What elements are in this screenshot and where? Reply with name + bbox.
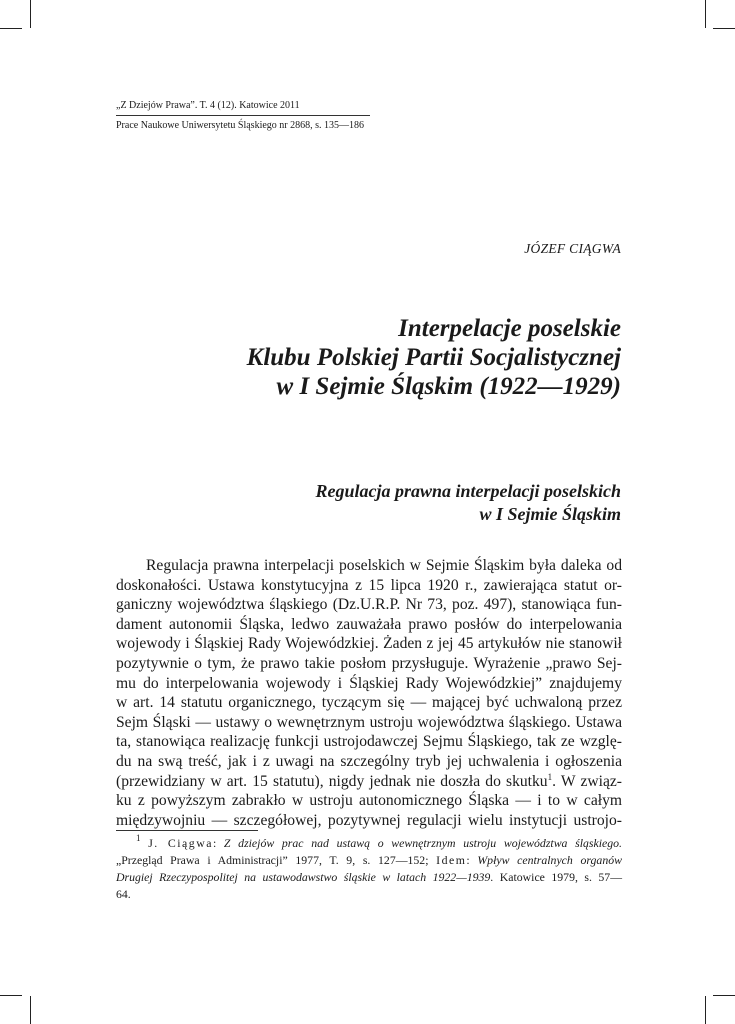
crop-mark — [0, 995, 22, 996]
text-line: ganiczny województwa śląskiego (Dz.U.R.P. Nr 73, poz. 497), stanowiąca fun- — [116, 596, 622, 614]
title-line: Klubu Polskiej Partii Socjalistycznej — [246, 344, 621, 371]
header-rule — [116, 115, 370, 116]
footnote-title: Drugiej Rzeczypospolitej na ustawodawstwo śląskie w latach 1922—1939 — [116, 870, 491, 884]
text-line: Regulacja prawna interpelacji poselskich w Sejmie Śląskim była daleka od — [146, 557, 622, 574]
crop-mark — [30, 996, 31, 1024]
footnote-line: 64. — [116, 887, 131, 901]
text-line: pozytywnie o tym, że prawo takie posłom przysługuje. Wyrażenie „prawo Sej- — [116, 654, 622, 672]
text-line: międzywojniu — szczegółowej, pozytywnej regulacji wielu instytucji ustrojo- — [116, 811, 622, 829]
text-fragment: . W związ- — [552, 772, 622, 790]
crop-mark — [30, 0, 31, 28]
text-line: du na swą treść, jak i z uwagi na szczególny tryb jej uchwalenia i ogłoszenia — [116, 752, 622, 770]
crop-mark — [713, 28, 735, 29]
text-line: mu do interpelowania wojewody i Śląskiej Rady Wojewódzkiej” znajdujemy — [116, 674, 622, 692]
section-heading — [141, 480, 621, 526]
crop-mark — [705, 996, 706, 1024]
series-citation: Prace Naukowe Uniwersytetu Śląskiego nr 2868, s. 135—186 — [116, 120, 365, 131]
footnote — [116, 835, 622, 903]
crop-mark — [713, 995, 735, 996]
section-heading-line: w I Sejmie Śląskim — [479, 504, 621, 524]
body-paragraph — [116, 556, 622, 830]
text-line: w art. 14 statutu organicznego, tyczącym się — mającej być uchwaloną przez — [116, 694, 622, 712]
text-line: ku z powyższym zabrakło w ustroju autonomicznego Śląska — i to w całym — [116, 792, 622, 810]
footnote-idem: Idem — [436, 853, 467, 867]
text-line: ta, stanowiąca realizację funkcji ustrojodawczej Sejmu Śląskiego, tak ze wzglę- — [116, 733, 622, 751]
section-heading-line: Regulacja prawna interpelacji poselskich — [315, 481, 621, 501]
footnote-line — [116, 835, 622, 852]
text-line: dament autonomii Śląska, ledwo zauważała prawo posłów do interpelowania — [116, 615, 622, 633]
text-fragment: : — [212, 836, 224, 850]
text-fragment: (przewidziany w art. 15 statutu), nigdy jednak nie doszła do skutku — [116, 772, 548, 790]
author-name: JÓZEF CIĄGWA — [524, 241, 621, 256]
text-fragment: : — [466, 853, 478, 867]
footnote-line — [116, 869, 622, 886]
journal-header — [116, 99, 370, 132]
text-line: Sejm Śląski — ustawy o wewnętrznym ustroju województwa śląskiego. Ustawa — [116, 713, 622, 731]
article-title — [101, 314, 621, 401]
footnote-rule — [116, 830, 258, 831]
crop-mark — [705, 0, 706, 28]
footnote-author: J. Ciągwa — [148, 836, 213, 850]
text-fragment: . Katowice 1979, s. 57— — [490, 870, 623, 884]
text-line: doskonałości. Ustawa konstytucyjna z 15 lipca 1920 r., zawierająca statut or- — [116, 576, 622, 594]
footnote-line — [116, 852, 622, 869]
footnote-title: Wpływ centralnych organów — [477, 853, 622, 867]
footnote-reference[interactable]: 1 — [547, 771, 553, 782]
footnote-title: Z dziejów prac nad ustawą o wewnętrznym ustroju województwa śląskiego. — [223, 836, 622, 850]
title-line: Interpelacje poselskie — [398, 315, 621, 342]
text-line — [116, 772, 622, 792]
footnote-marker: 1 — [136, 833, 141, 843]
crop-mark — [0, 28, 22, 29]
text-line: wojewody i Śląskiej Rady Wojewódzkiej. Żaden z jej 45 artykułów nie stanowił — [116, 635, 622, 653]
title-line: w I Sejmie Śląskim (1922—1929) — [276, 373, 621, 400]
journal-citation: „Z Dziejów Prawa”. T. 4 (12). Katowice 2011 — [116, 100, 300, 111]
footnote-journal: „Przegląd Prawa i Administracji” 1977, T. 9, s. 127—152; — [116, 853, 437, 867]
